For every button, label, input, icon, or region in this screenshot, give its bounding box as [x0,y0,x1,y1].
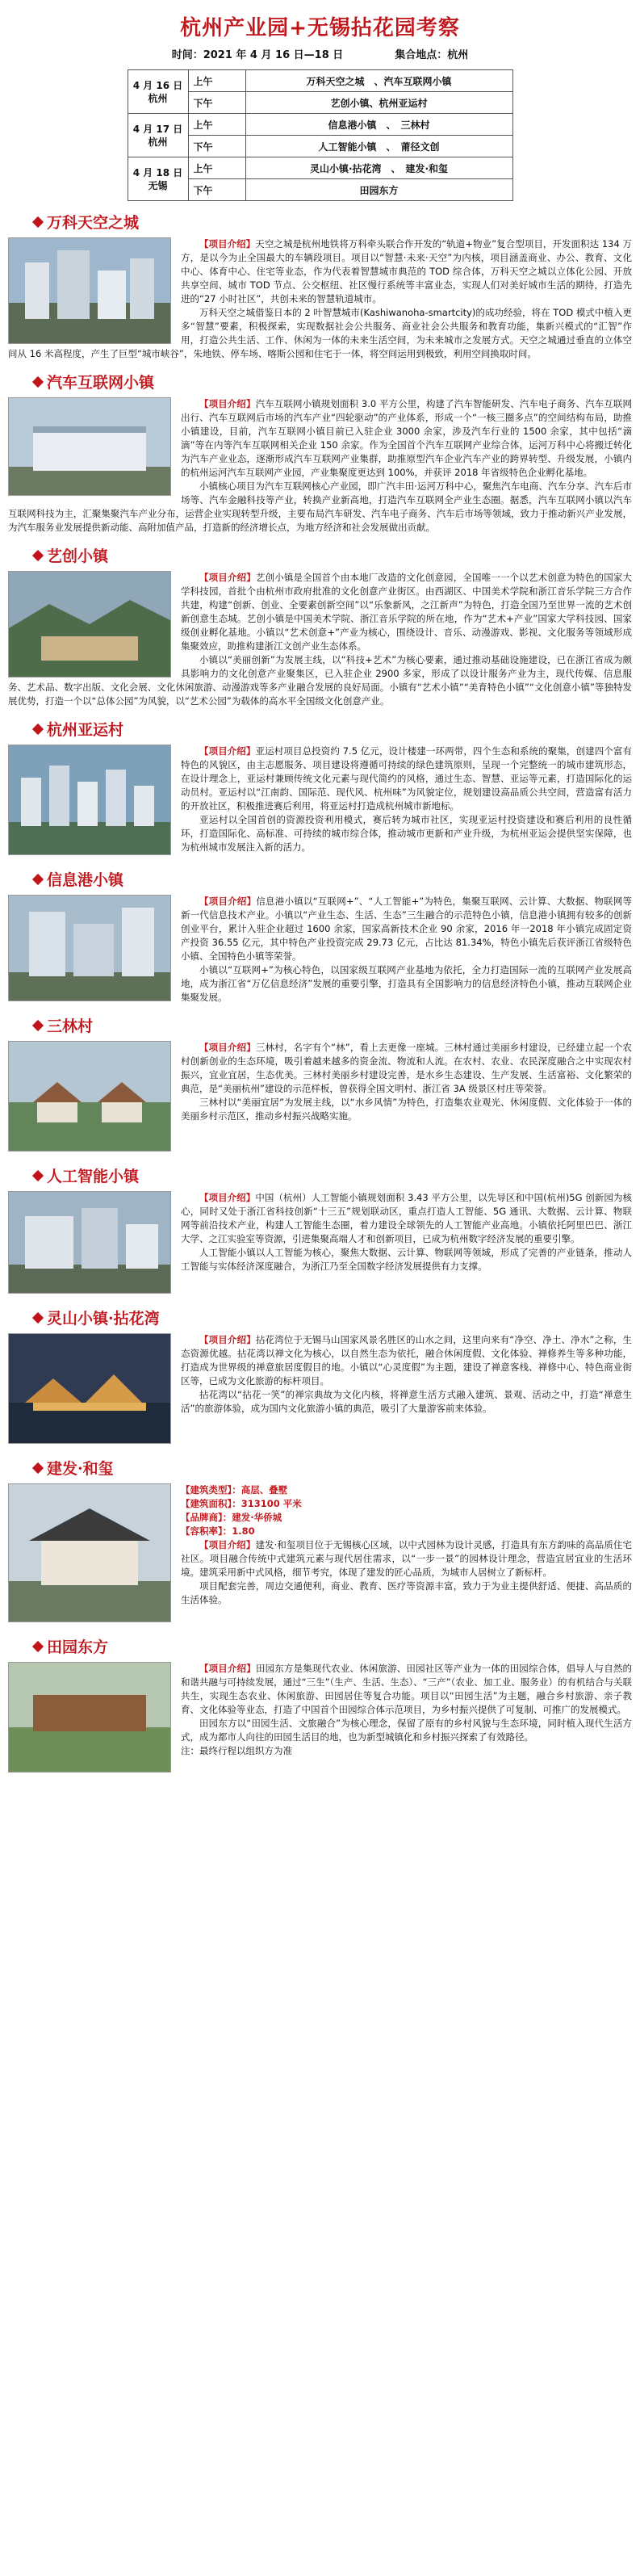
project-photo [8,571,171,678]
project-info-1: 【建筑类型】：高层、叠墅 [181,1484,288,1496]
project-info-2: 【建筑面积】：313100 平米 [181,1498,302,1509]
schedule-activity: 田园东方 [245,179,512,201]
schedule-slot: 上午 [188,157,245,179]
section-heading: 杭州亚运村 [34,718,632,740]
diamond-icon [32,1019,44,1030]
section-heading: 人工智能小镇 [34,1164,632,1186]
section-body: 【项目介绍】艺创小镇是全国首个由本地厂改造的文化创意园，全国唯一一个以艺术创意为特色的国家大学科技园，首批个由杭州市政府批准的文化创意产业街区。由西湖区、中国美术学院和浙江音乐学院三方合作共建，构建“创新、创业、全要素创新空间”以“乐象新风，之江新声”为特色，打造全国乃至世界一流的艺术创新创意生态城。艺创小镇是中国美术学院、浙江音乐学院的所在地，作为“艺术+产业”国家大学科技园、国家级创业孵化基地。小镇以“艺术创意+”产业为核心，围绕设计、音乐、动漫游戏、影视、文化服务等领域形成集聚效应，助推构建浙江文创产业生态体系。 小镇以“美丽创新”为发展主线，以“科技+艺术”为核心要素，通过推动基础设施建设，已在浙江省成为颇具影响力的文化创意产业聚集区，已入驻企业 2900 多家，形成了以设计服务产业为主，现代传媒、信息服务、艺术品、数字出版、文化会展、文化休闲旅游、动漫游戏等多产业融合发展的良好局面。小镇有“艺术小镇”“美育特色小镇”“文化创意小镇”等独特发展优势，打造一个以“总体公园”为风貌，以“艺术公园”为载体的高水平全国级文化创意产业。 [8,572,632,707]
section-body: 【项目介绍】天空之城是杭州地铁将万科牵头联合作开发的“轨道+物业”复合型项目，开发面积达 134 万方，是以今为止全国最大的车辆段项目。项目以“智慧·未来·天空”为内核，项目涵盖商业、办公、教育、文化中心、体育中心、住宅等业态，作为代表着智慧城市典范的 TOD 综合体，万科天空之城以立体化公园、开放共享空间、城市 TOD 节点、公交枢纽、社区慢行系统等丰富业态，实现人们对美好城市生活的期待，打造先进的“27 小时社区”，共创未来的智慧轨道城市。 万科天空之城借鉴日本的 2 叶智慧城市(Kashiwanoha-smartcity)的成功经验，将在 TOD 模式中植入更多“智慧”要素，积极探索，实现数据社会公共服务、商业社会公共服务和教育功能，集新兴模式的“汇智”作用，打造公共生活、工作、休闲为一体的未来生活空间，为未来城市之发展方式。天空之城通过垂直的立体空间从 16 米高程度，产生了巨型“城市峡谷”，朱地铁、停车场、喀斯公园和住宅于一体，将空间运用到极致，利用空间换取时间。 [8,238,633,359]
schedule-slot: 下午 [188,136,245,157]
section-body: 【项目介绍】中国（杭州）人工智能小镇规划面积 3.43 平方公里，以先导区和中国(杭州)5G 创新园为核心，同时又处于浙江省科技创新“十三五”规划联动区，重点打造人工智能、5G 通讯、大数据、云计算、物联网等前沿技术产业，构建人工智能生态圈，着力建设全球领先的人工智能产业高地。小镇依托阿里巴巴、浙江大学、之江实验室等资源，引进集聚高端人才和创新项目，已成为杭州数字经济发展的重要引擎。 人工智能小镇以人工智能为核心，聚焦大数据、云计算、物联网等领域，形成了完善的产业链条，推动人工智能与实体经济深度融合，为浙江乃至全国数字经济发展提供有力支撑。 [181,1192,632,1272]
trip-place: 集合地点：杭州 [395,49,469,61]
schedule-activity: 灵山小镇·拈花湾 、 建发·和玺 [245,157,512,179]
project-info-4: 【容积率】：1.80 [181,1525,255,1537]
diamond-icon [32,723,44,734]
diamond-icon [32,549,44,560]
table-row [128,157,512,179]
trip-time: 时间：2021 年 4 月 16 日—18 日 [171,49,344,61]
section-heading: 田园东方 [34,1635,632,1657]
section-asian-games-village [8,718,632,858]
section-body: 【项目介绍】信息港小镇以“互联网+”、“人工智能+”为特色，集聚互联网、云计算、大数据、物联网等新一代信息技术产业。小镇以“产业生态、生活、生态”三生融合的示范特色小镇，信息港小镇拥有较多的创新创业平台，累计入驻企业超过 1600 余家，国家高新技术企业 90 余家，2016 年一2018 年小镇完成固定资产投资 36.55 亿元，其中特色产业投资完成 29.73 亿元，占比达 81.34%，特色小镇先后获评浙江省级特色小镇、全国特色小镇等荣誉。 小镇以“互联网+”为核心特色，以国家级互联网产业基地为依托，全力打造国际一流的互联网产业发展高地，成为浙江省“万亿信息经济”发展的重要引擎，打造具有全国影响力的信息经济特色小镇，推动互联网企业集聚发展。 [181,896,632,1003]
schedule-activity: 信息港小镇 、 三林村 [245,114,512,136]
project-info-3: 【品牌商】：建发·华侨城 [181,1512,282,1523]
section-sanlin-village [8,1014,632,1155]
schedule-slot: 上午 [188,114,245,136]
page-title: 杭州产业园+无锡拈花园考察 [180,16,460,40]
schedule-date: 4 月 16 日 杭州 [128,70,188,114]
section-info-port-town [8,868,632,1005]
section-heading: 汽车互联网小镇 [34,371,632,392]
section-heading: 建发·和玺 [34,1457,632,1479]
schedule-activity: 艺创小镇、杭州亚运村 [245,92,512,114]
schedule-slot: 下午 [188,179,245,201]
section-body: 【项目介绍】三林村，名字有个“林”，看上去更像一座城。三林村通过美丽乡村建设，已经建立起一个农村创新创业的生态环境，吸引着越来越多的资金流、物流和人流。在农村、农业、农民深度融合之中实现农村振兴，宜业宜居，生态优美。三林村美丽乡村建设完善，是水乡生态建设、生产发展、生活富裕、文化繁荣的典范，是“美丽杭州”建设的示范样板，曾获得全国文明村、浙江省 3A 级景区村庄等荣誉。 三林村以“美丽宜居”为发展主线，以“水乡风情”为特色，打造集农业观光、休闲度假、文化体验于一体的美丽乡村示范区，推动乡村振兴战略实施。 [181,1042,632,1122]
schedule-date: 4 月 17 日 杭州 [128,114,188,157]
section-lingshan-nianhua-bay [8,1307,632,1447]
diamond-icon [32,375,44,387]
diamond-icon [32,1640,44,1651]
table-row [128,70,512,92]
section-heading: 三林村 [34,1014,632,1036]
section-auto-internet-town [8,371,632,535]
schedule-activity: 万科天空之城 、汽车互联网小镇 [245,70,512,92]
section-wanke [8,211,632,361]
project-photo [8,745,171,855]
section-body: 【建筑类型】：高层、叠墅 【建筑面积】：313100 平米 【品牌商】：建发·华侨城 【容积率】：1.80 【项目介绍】建发·和玺项目位于无锡核心区域，以中式园林为设计灵感，打造具有东方韵味的高品质住宅社区。项目融合传统中式建筑元素与现代居住需求，以“一步一景”的园林设计理念，营造宜居宜业的生活环境。建筑采用新中式风格，细节考究，体现了建发的匠心品质，为城市人居树立了新标杆。 项目配套完善，周边交通便利，商业、教育、医疗等资源丰富，致力于为业主提供舒适、便捷、高品质的生活体验。 [8,1483,632,1607]
project-photo [8,1041,171,1152]
section-jianfa-hexi [8,1457,632,1626]
diamond-icon [32,216,44,227]
schedule-slot: 上午 [188,70,245,92]
schedule-date: 4 月 18 日 无锡 [128,157,188,201]
section-body: 【项目介绍】田园东方是集现代农业、休闲旅游、田园社区等产业为一体的田园综合体，倡导人与自然的和谐共融与可持续发展，通过“三生”（生产、生活、生态）、“三产”（农业、加工业、服务业）的有机结合与关联共生，实现生态农业、休闲旅游、田园居住等复合功能。项目以“田园生活”为主题，融合乡村旅游、亲子教育、文化体验等业态，打造了中国首个田园综合体示范项目，为乡村振兴提供了可复制、可推广的发展模式。 田园东方以“田园生活、文旅融合”为核心理念，保留了原有的乡村风貌与生态环境，同时植入现代生活方式，成为都市人向往的田园生活目的地，也为新型城镇化和乡村振兴探索了有效路径。 注：最终行程以组织方为准 [8,1662,632,1758]
section-body: 【项目介绍】汽车互联网小镇规划面积 3.0 平方公里，构建了汽车智能研发、汽车电子商务、汽车互联网出行、汽车互联网后市场的汽车产业“四轮驱动”的产业体系，形成一个“一核三圈多点”的空间结构布局，助推小镇建设，目前，汽车互联网小镇目前已入驻企业 3000 余家，涉及汽车行业的 1500 余家，其中包括“滴滴”等在内等汽车互联网相关企业 150 余家。作为全国首个汽车互联网产业综合体，运河万科中心将搬迁转化为汽车产业业态，逐渐形成汽车互联网产业集群，助推原型汽车企业汽车产业的跨界转型、升级发展，小镇内的杭州运河汽车互联网产业园，产业集聚度更达到 100%，并获评 2018 年省级特色企业孵化基地。 小镇核心项目为汽车互联网核心产业园，即广汽丰田·运河万科中心，聚焦汽车电商、汽车分享、汽车后市场等、汽车金融科技等产业，转换产业新高地，打造汽车互联网全产业生态圈。据悉，汽车互联网小镇以汽车互联网科技为主，汇聚集聚汽车产业分布，运营企业实现转型升级，主要布局汽车研发、汽车电子商务、汽车后市场等领域，致力于推动新兴产业发展，为汽车服务业发展提供新动能、高附加值产品，打造新的经济增长点，为地方经济和社会发展做出贡献。 [8,398,632,533]
project-photo [8,1333,171,1444]
project-photo [8,1662,171,1773]
section-body: 【项目介绍】亚运村项目总投资约 7.5 亿元，设计楼建一环两带，四个生态和系统的聚集，创建四个富有特色的风貌区，由主志愿服务、项目建设将遵循可持续的绿色建筑原则，呈现一个完整统一的城市建筑形态，在设计理念上，亚运村兼顾传统文化元素与现代简约的风格，通过生态、智慧、亚运等元素，打造国际化的运动员村。亚运村以“江南韵、国际范、现代风、杭州味”为风貌定位，规划建设高品质公共空间，营造富有活力的开放社区，积极推进赛后利用，将亚运村打造成杭州城市新地标。 亚运村以全国首创的资源投资利用模式，赛后转为城市社区，实现亚运村投资建设和赛后利用的良性循环，打造国际化、高标准、可持续的城市综合体，推动城市更新和产业升级，为杭州亚运会提供坚实保障，也为杭州城市发展注入新的活力。 [181,745,632,853]
project-photo [8,237,171,344]
section-body: 【项目介绍】拈花湾位于无锡马山国家风景名胜区的山水之间，这里向来有“净空、净土、净水”之称，生态资源优越。拈花湾以禅文化为核心，以自然生态为依托，融合休闲度假、文化体验、禅修养生等多种功能，打造成为世界级的禅意旅居度假目的地。小镇以“心灵度假”为主题，建设了禅意客栈、禅修中心、特色商业街区等，已成为文化旅游的标杆项目。 拈花湾以“拈花一笑”的禅宗典故为文化内核，将禅意生活方式融入建筑、景观、活动之中，打造“禅意生活”的旅游体验，成为国内文化旅游小镇的典范，吸引了大量游客前来体验。 [181,1334,632,1414]
page [8,0,632,2576]
project-photo [8,1191,171,1294]
itinerary-note: 注：最终行程以组织方为准 [181,1745,292,1756]
table-row [128,114,512,136]
trip-meta [8,46,632,61]
project-photo [8,397,171,496]
section-ai-town [8,1164,632,1297]
section-heading: 灵山小镇·拈花湾 [34,1307,632,1328]
schedule-slot: 下午 [188,92,245,114]
section-heading: 万科天空之城 [34,211,632,233]
section-tianyuan-dongfang [8,1635,632,1776]
schedule-table [128,69,513,201]
diamond-icon [32,1462,44,1473]
diamond-icon [32,873,44,884]
project-photo [8,895,171,1001]
schedule-activity: 人工智能小镇 、 莆径文创 [245,136,512,157]
section-heading: 艺创小镇 [34,544,632,566]
diamond-icon [32,1169,44,1181]
diamond-icon [32,1311,44,1323]
project-photo [8,1483,171,1622]
section-art-town [8,544,632,708]
section-heading: 信息港小镇 [34,868,632,890]
